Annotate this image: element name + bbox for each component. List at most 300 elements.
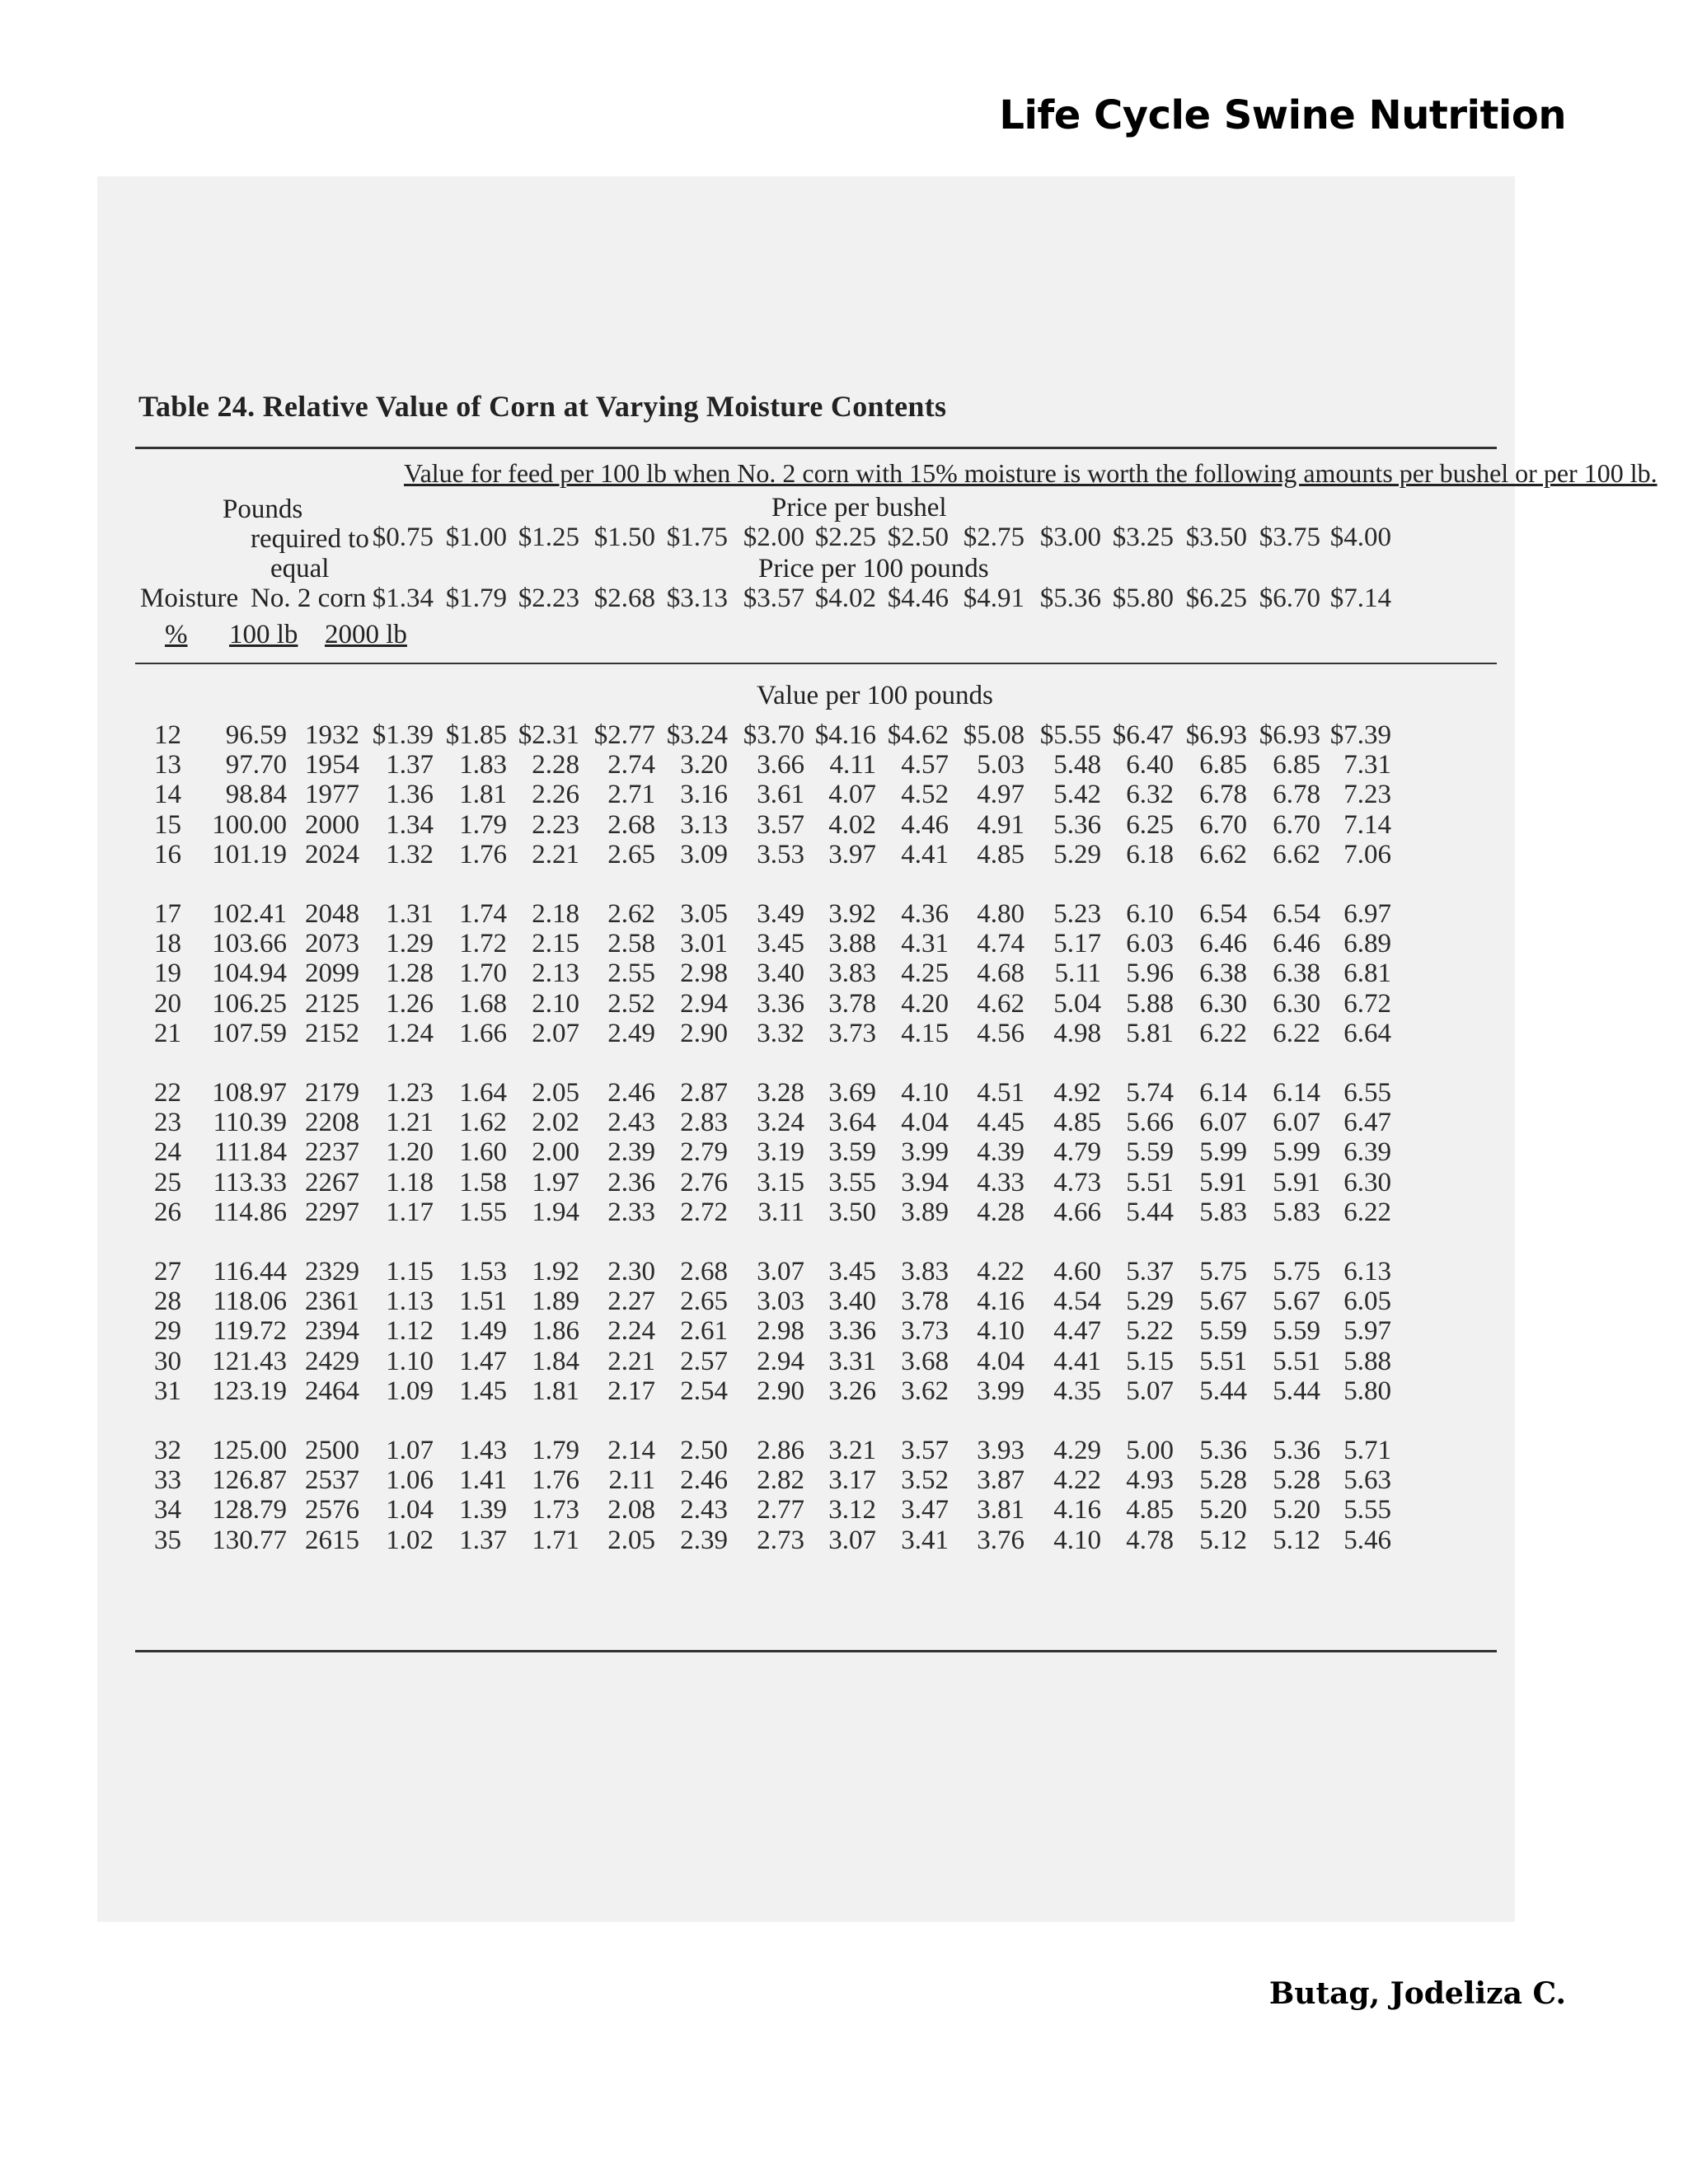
table-cell: $5.55: [1039, 720, 1101, 750]
table-cell: 6.78: [1199, 780, 1247, 810]
table-cell: 2.05: [607, 1525, 655, 1555]
table-cell: 4.66: [1053, 1197, 1101, 1227]
table-cell: 4.35: [1053, 1376, 1101, 1406]
table-cell: 3.50: [828, 1197, 876, 1227]
table-cell: 5.71: [1343, 1436, 1391, 1465]
table-cell: 5.15: [1126, 1346, 1174, 1376]
table-cell: 5.91: [1199, 1167, 1247, 1197]
table-cell: 2.36: [607, 1167, 655, 1197]
table-cell: 1.23: [386, 1078, 434, 1108]
table-cell: 5.83: [1199, 1197, 1247, 1227]
bushel-price: $4.00: [1329, 523, 1391, 552]
table-cell: 1.18: [386, 1167, 434, 1197]
table-cell: 3.89: [901, 1197, 949, 1227]
table-cell: 3.05: [680, 899, 728, 929]
table-cell: 4.45: [977, 1108, 1025, 1138]
table-cell: 5.20: [1199, 1495, 1247, 1526]
unit-100lb: 100 lb: [229, 620, 298, 649]
table-cell: $1.39: [372, 720, 434, 750]
table-cell: 2.07: [532, 1018, 579, 1048]
table-cell: 6.30: [1273, 988, 1320, 1019]
table-cell: 5.99: [1199, 1137, 1247, 1168]
table-cell: 5.74: [1126, 1078, 1174, 1108]
table-cell: 96.59: [225, 720, 287, 750]
table-cell: 6.30: [1199, 988, 1247, 1019]
table-cell: 6.38: [1199, 958, 1247, 989]
table-cell: 1.83: [459, 750, 507, 780]
table-cell: 1.76: [459, 839, 507, 869]
table-cell: 119.72: [213, 1316, 287, 1347]
table-title: Table 24. Relative Value of Corn at Varying Moisture Contents: [138, 390, 947, 423]
table-cell: 13: [154, 750, 181, 780]
table-cell: 2.71: [607, 780, 655, 810]
table-cell: 118.06: [213, 1286, 287, 1317]
table-cell: 2.74: [607, 750, 655, 780]
table-cell: 1.09: [386, 1376, 434, 1406]
table-cell: 3.21: [828, 1436, 876, 1465]
moisture-unit: %: [165, 620, 188, 649]
table-cell: $2.31: [518, 720, 579, 750]
table-cell: 5.81: [1126, 1018, 1174, 1048]
table-cell: 6.07: [1273, 1108, 1320, 1138]
table-cell: 4.39: [977, 1137, 1025, 1168]
table-cell: 4.74: [977, 929, 1025, 959]
table-cell: 5.88: [1343, 1346, 1391, 1376]
table-cell: 3.09: [680, 839, 728, 869]
table-cell: 4.04: [901, 1108, 949, 1138]
table-cell: 4.28: [977, 1197, 1025, 1227]
table-cell: 4.41: [1053, 1346, 1101, 1376]
table-cell: 114.86: [213, 1197, 287, 1227]
table-cell: 6.10: [1126, 899, 1174, 929]
table-cell: 19: [154, 958, 181, 989]
table-cell: 1.34: [386, 809, 434, 840]
table-cell: 2.52: [607, 988, 655, 1019]
bushel-price: $1.50: [593, 523, 655, 552]
table-cell: 5.75: [1199, 1257, 1247, 1286]
table-cell: 1.36: [386, 780, 434, 810]
hundred-price: $6.70: [1259, 583, 1320, 613]
table-cell: 3.07: [828, 1525, 876, 1555]
table-cell: 6.30: [1343, 1167, 1391, 1197]
table-cell: 20: [154, 988, 181, 1019]
table-cell: 2.65: [680, 1286, 728, 1317]
moisture-label: Moisture: [140, 583, 239, 613]
table-cell: 1.58: [459, 1167, 507, 1197]
table-cell: 3.52: [901, 1465, 949, 1496]
table-cell: 6.54: [1273, 899, 1320, 929]
table-cell: 6.18: [1126, 839, 1174, 869]
table-cell: 4.80: [977, 899, 1025, 929]
hundred-price: $2.23: [518, 583, 579, 613]
table-cell: 3.16: [680, 780, 728, 810]
table-cell: 14: [154, 780, 181, 810]
table-cell: 2073: [305, 929, 359, 959]
table-cell: 4.25: [901, 958, 949, 989]
table-cell: 18: [154, 929, 181, 959]
table-cell: 4.10: [901, 1078, 949, 1108]
table-cell: 3.94: [901, 1167, 949, 1197]
table-cell: 22: [154, 1078, 181, 1108]
table-cell: 4.79: [1053, 1137, 1101, 1168]
table-cell: 7.31: [1343, 750, 1391, 780]
hundred-price: $3.57: [743, 583, 804, 613]
table-cell: 3.20: [680, 750, 728, 780]
table-cell: 1.13: [386, 1286, 434, 1317]
table-cell: 6.13: [1343, 1257, 1391, 1286]
table-cell: 5.55: [1343, 1495, 1391, 1526]
table-cell: 5.44: [1199, 1376, 1247, 1406]
table-cell: 6.32: [1126, 780, 1174, 810]
table-cell: 4.52: [901, 780, 949, 810]
table-cell: 2.21: [532, 839, 579, 869]
table-cell: 3.73: [828, 1018, 876, 1048]
table-cell: 6.62: [1273, 839, 1320, 869]
table-cell: 5.51: [1273, 1346, 1320, 1376]
header-rule: [135, 663, 1497, 664]
table-cell: 3.41: [901, 1525, 949, 1555]
table-cell: 3.47: [901, 1495, 949, 1526]
table-cell: 2152: [305, 1018, 359, 1048]
table-cell: 5.99: [1273, 1137, 1320, 1168]
table-cell: 1.21: [386, 1108, 434, 1138]
table-cell: 1.64: [459, 1078, 507, 1108]
table-cell: 5.29: [1053, 839, 1101, 869]
bushel-price: $2.50: [887, 523, 949, 552]
table-cell: 3.53: [757, 839, 804, 869]
table-cell: 6.14: [1273, 1078, 1320, 1108]
table-cell: 123.19: [212, 1376, 287, 1406]
table-cell: 4.73: [1053, 1167, 1101, 1197]
table-cell: 6.05: [1343, 1286, 1391, 1317]
table-cell: 1.32: [386, 839, 434, 869]
table-cell: 3.57: [901, 1436, 949, 1465]
table-cell: 1.37: [459, 1525, 507, 1555]
table-cell: 3.03: [757, 1286, 804, 1317]
table-cell: 24: [154, 1137, 181, 1168]
scanned-table-page: [97, 176, 1658, 1922]
footer-author: Butag, Jodeliza C.: [1268, 1976, 1566, 2011]
table-cell: 2.39: [680, 1525, 728, 1555]
table-cell: 2.14: [607, 1436, 655, 1465]
pounds-label-3: equal: [270, 554, 330, 583]
table-cell: 2.26: [532, 780, 579, 810]
table-cell: 4.10: [977, 1316, 1025, 1347]
bushel-price: $1.75: [666, 523, 728, 552]
table-cell: 1.79: [459, 809, 507, 840]
table-cell: 7.14: [1343, 809, 1391, 840]
table-cell: 4.51: [977, 1078, 1025, 1108]
table-cell: 3.07: [757, 1257, 804, 1286]
table-cell: 3.59: [828, 1137, 876, 1168]
table-cell: 2.10: [532, 988, 579, 1019]
bushel-price: $2.25: [814, 523, 876, 552]
table-cell: 2.61: [680, 1316, 728, 1347]
table-cell: 4.57: [901, 750, 949, 780]
table-cell: 1.29: [386, 929, 434, 959]
table-cell: 3.92: [828, 899, 876, 929]
table-cell: 2.94: [757, 1346, 804, 1376]
table-cell: 2.68: [607, 809, 655, 840]
hundred-price: $3.13: [666, 583, 728, 613]
table-cell: 116.44: [213, 1257, 287, 1286]
bushel-price: $3.00: [1039, 523, 1101, 552]
table-cell: 6.03: [1126, 929, 1174, 959]
table-cell: $1.85: [445, 720, 507, 750]
table-cell: 3.61: [757, 780, 804, 810]
table-cell: 2.73: [757, 1525, 804, 1555]
table-cell: 3.99: [901, 1137, 949, 1168]
table-cell: 2208: [305, 1108, 359, 1138]
table-cell: 2.43: [607, 1108, 655, 1138]
table-cell: 1.72: [459, 929, 507, 959]
table-cell: 2.57: [680, 1346, 728, 1376]
table-cell: 2.28: [532, 750, 579, 780]
table-cell: 5.44: [1273, 1376, 1320, 1406]
table-cell: 6.85: [1273, 750, 1320, 780]
table-cell: 3.45: [757, 929, 804, 959]
table-cell: 5.75: [1273, 1257, 1320, 1286]
table-cell: 2297: [305, 1197, 359, 1227]
table-cell: 5.36: [1053, 809, 1101, 840]
table-cell: $4.62: [887, 720, 949, 750]
table-cell: 6.14: [1199, 1078, 1247, 1108]
table-cell: 6.54: [1199, 899, 1247, 929]
table-cell: 5.96: [1126, 958, 1174, 989]
table-cell: 98.84: [225, 780, 287, 810]
table-cell: 1977: [305, 780, 359, 810]
table-cell: 5.59: [1273, 1316, 1320, 1347]
table-cell: 5.29: [1126, 1286, 1174, 1317]
table-cell: 1.76: [532, 1465, 579, 1496]
table-cell: 121.43: [212, 1346, 287, 1376]
table-cell: 4.22: [1053, 1465, 1101, 1496]
table-cell: 2615: [305, 1525, 359, 1555]
table-cell: 32: [154, 1436, 181, 1465]
table-cell: 5.51: [1126, 1167, 1174, 1197]
table-cell: 6.78: [1273, 780, 1320, 810]
table-cell: 6.70: [1199, 809, 1247, 840]
table-cell: 3.76: [977, 1525, 1025, 1555]
table-cell: 5.22: [1126, 1316, 1174, 1347]
table-cell: 2394: [305, 1316, 359, 1347]
table-cell: 128.79: [212, 1495, 287, 1526]
table-cell: 4.10: [1053, 1525, 1101, 1555]
table-cell: 3.69: [828, 1078, 876, 1108]
table-cell: 2.68: [680, 1257, 728, 1286]
table-cell: 2500: [305, 1436, 359, 1465]
table-cell: 1.86: [532, 1316, 579, 1347]
table-cell: $2.77: [593, 720, 655, 750]
table-cell: 1.74: [459, 899, 507, 929]
table-cell: 5.42: [1053, 780, 1101, 810]
bushel-price: $1.00: [445, 523, 507, 552]
table-cell: 1932: [305, 720, 359, 750]
table-cell: 3.36: [828, 1316, 876, 1347]
pounds-label-1: Pounds: [223, 494, 303, 524]
table-cell: 6.22: [1273, 1018, 1320, 1048]
table-cell: $6.47: [1112, 720, 1174, 750]
table-cell: 5.63: [1343, 1465, 1391, 1496]
table-cell: 1.89: [532, 1286, 579, 1317]
table-cell: 6.47: [1343, 1108, 1391, 1138]
table-cell: 6.07: [1199, 1108, 1247, 1138]
table-cell: 3.28: [757, 1078, 804, 1108]
table-cell: 6.62: [1199, 839, 1247, 869]
table-cell: 4.36: [901, 899, 949, 929]
table-cell: 2.33: [607, 1197, 655, 1227]
table-cell: 4.20: [901, 988, 949, 1019]
table-cell: 1.20: [386, 1137, 434, 1168]
table-cell: 1.73: [532, 1495, 579, 1526]
table-cell: 2.55: [607, 958, 655, 989]
table-cell: 3.93: [977, 1436, 1025, 1465]
table-cell: 5.59: [1126, 1137, 1174, 1168]
table-cell: 2.62: [607, 899, 655, 929]
table-cell: 4.07: [828, 780, 876, 810]
table-cell: 4.31: [901, 929, 949, 959]
table-cell: 2.77: [757, 1495, 804, 1526]
table-cell: 1954: [305, 750, 359, 780]
table-cell: 4.78: [1126, 1525, 1174, 1555]
table-cell: 3.40: [828, 1286, 876, 1317]
table-cell: 1.17: [386, 1197, 434, 1227]
table-cell: 2361: [305, 1286, 359, 1317]
table-cell: 130.77: [212, 1525, 287, 1555]
table-cell: 5.28: [1273, 1465, 1320, 1496]
table-cell: 6.81: [1343, 958, 1391, 989]
table-cell: 3.17: [828, 1465, 876, 1496]
table-cell: 15: [154, 809, 181, 840]
table-cell: 4.46: [901, 809, 949, 840]
table-cell: 1.10: [386, 1346, 434, 1376]
table-cell: 2.98: [757, 1316, 804, 1347]
table-cell: 4.16: [977, 1286, 1025, 1317]
table-cell: 1.51: [459, 1286, 507, 1317]
table-cell: 2.94: [680, 988, 728, 1019]
table-cell: 2.11: [608, 1465, 655, 1496]
table-cell: 2237: [305, 1137, 359, 1168]
table-cell: 2267: [305, 1167, 359, 1197]
table-cell: 3.11: [757, 1197, 804, 1227]
page-header-title: Life Cycle Swine Nutrition: [999, 92, 1566, 138]
table-cell: 17: [154, 899, 181, 929]
table-cell: 4.11: [829, 750, 876, 780]
hundred-price: $1.34: [372, 583, 434, 613]
table-cell: 3.45: [828, 1257, 876, 1286]
table-cell: 7.06: [1343, 839, 1391, 869]
table-cell: 33: [154, 1465, 181, 1496]
table-cell: $5.08: [963, 720, 1025, 750]
table-cell: 1.24: [386, 1018, 434, 1048]
table-cell: 1.55: [459, 1197, 507, 1227]
table-cell: $4.16: [814, 720, 876, 750]
table-cell: 3.55: [828, 1167, 876, 1197]
table-cell: 1.47: [459, 1346, 507, 1376]
table-cell: 5.12: [1273, 1525, 1320, 1555]
table-cell: 3.83: [901, 1257, 949, 1286]
table-cell: 3.81: [977, 1495, 1025, 1526]
table-cell: 4.91: [977, 809, 1025, 840]
table-cell: $7.39: [1329, 720, 1391, 750]
table-cell: 4.92: [1053, 1078, 1101, 1108]
table-cell: 5.11: [1054, 958, 1101, 989]
table-cell: 108.97: [212, 1078, 287, 1108]
table-cell: 5.48: [1053, 750, 1101, 780]
table-cell: 126.87: [212, 1465, 287, 1496]
table-cell: $6.93: [1185, 720, 1247, 750]
bushel-price: $2.00: [743, 523, 804, 552]
hundred-price: $7.14: [1329, 583, 1391, 613]
table-cell: 2.83: [680, 1108, 728, 1138]
table-cell: 2.30: [607, 1257, 655, 1286]
table-cell: 6.22: [1343, 1197, 1391, 1227]
table-cell: 4.41: [901, 839, 949, 869]
price-per-bushel-label: Price per bushel: [771, 493, 947, 523]
table-cell: 4.85: [977, 839, 1025, 869]
table-cell: 1.28: [386, 958, 434, 989]
table-cell: 5.83: [1273, 1197, 1320, 1227]
table-cell: 5.36: [1273, 1436, 1320, 1465]
table-cell: 2.72: [680, 1197, 728, 1227]
bushel-price: $3.25: [1112, 523, 1174, 552]
table-cell: 103.66: [212, 929, 287, 959]
table-cell: 26: [154, 1197, 181, 1227]
table-cell: 6.39: [1343, 1137, 1391, 1168]
table-cell: 2429: [305, 1346, 359, 1376]
table-cell: 3.78: [901, 1286, 949, 1317]
table-cell: 2.76: [680, 1167, 728, 1197]
table-cell: 1.71: [532, 1525, 579, 1555]
table-cell: 3.88: [828, 929, 876, 959]
table-cell: 2048: [305, 899, 359, 929]
hundred-price: $6.25: [1185, 583, 1247, 613]
table-cell: 1.81: [459, 780, 507, 810]
table-cell: 3.12: [828, 1495, 876, 1526]
table-cell: 6.64: [1343, 1018, 1391, 1048]
table-cell: 35: [154, 1525, 181, 1555]
table-cell: 1.26: [386, 988, 434, 1019]
table-cell: 2.58: [607, 929, 655, 959]
table-cell: 3.15: [757, 1167, 804, 1197]
table-cell: 5.17: [1053, 929, 1101, 959]
table-cell: 2.87: [680, 1078, 728, 1108]
bushel-price: $2.75: [963, 523, 1025, 552]
table-cell: 4.29: [1053, 1436, 1101, 1465]
table-cell: 1.68: [459, 988, 507, 1019]
table-cell: 3.32: [757, 1018, 804, 1048]
pounds-label-2: required to: [251, 524, 369, 554]
table-cell: $3.24: [666, 720, 728, 750]
table-cell: 2.23: [532, 809, 579, 840]
table-cell: 2.79: [680, 1137, 728, 1168]
table-cell: 2.49: [607, 1018, 655, 1048]
table-cell: 4.62: [977, 988, 1025, 1019]
table-cell: 2.54: [680, 1376, 728, 1406]
table-cell: 3.99: [977, 1376, 1025, 1406]
value-per-100-label: Value per 100 pounds: [757, 681, 993, 710]
table-cell: 106.25: [212, 988, 287, 1019]
table-cell: $3.70: [743, 720, 804, 750]
pounds-label-4: No. 2 corn: [251, 583, 367, 613]
table-cell: 5.20: [1273, 1495, 1320, 1526]
table-cell: 3.19: [757, 1137, 804, 1168]
table-cell: 1.12: [386, 1316, 434, 1347]
hundred-price: $4.02: [814, 583, 876, 613]
table-cell: 28: [154, 1286, 181, 1317]
table-cell: 3.24: [757, 1108, 804, 1138]
table-cell: 3.40: [757, 958, 804, 989]
